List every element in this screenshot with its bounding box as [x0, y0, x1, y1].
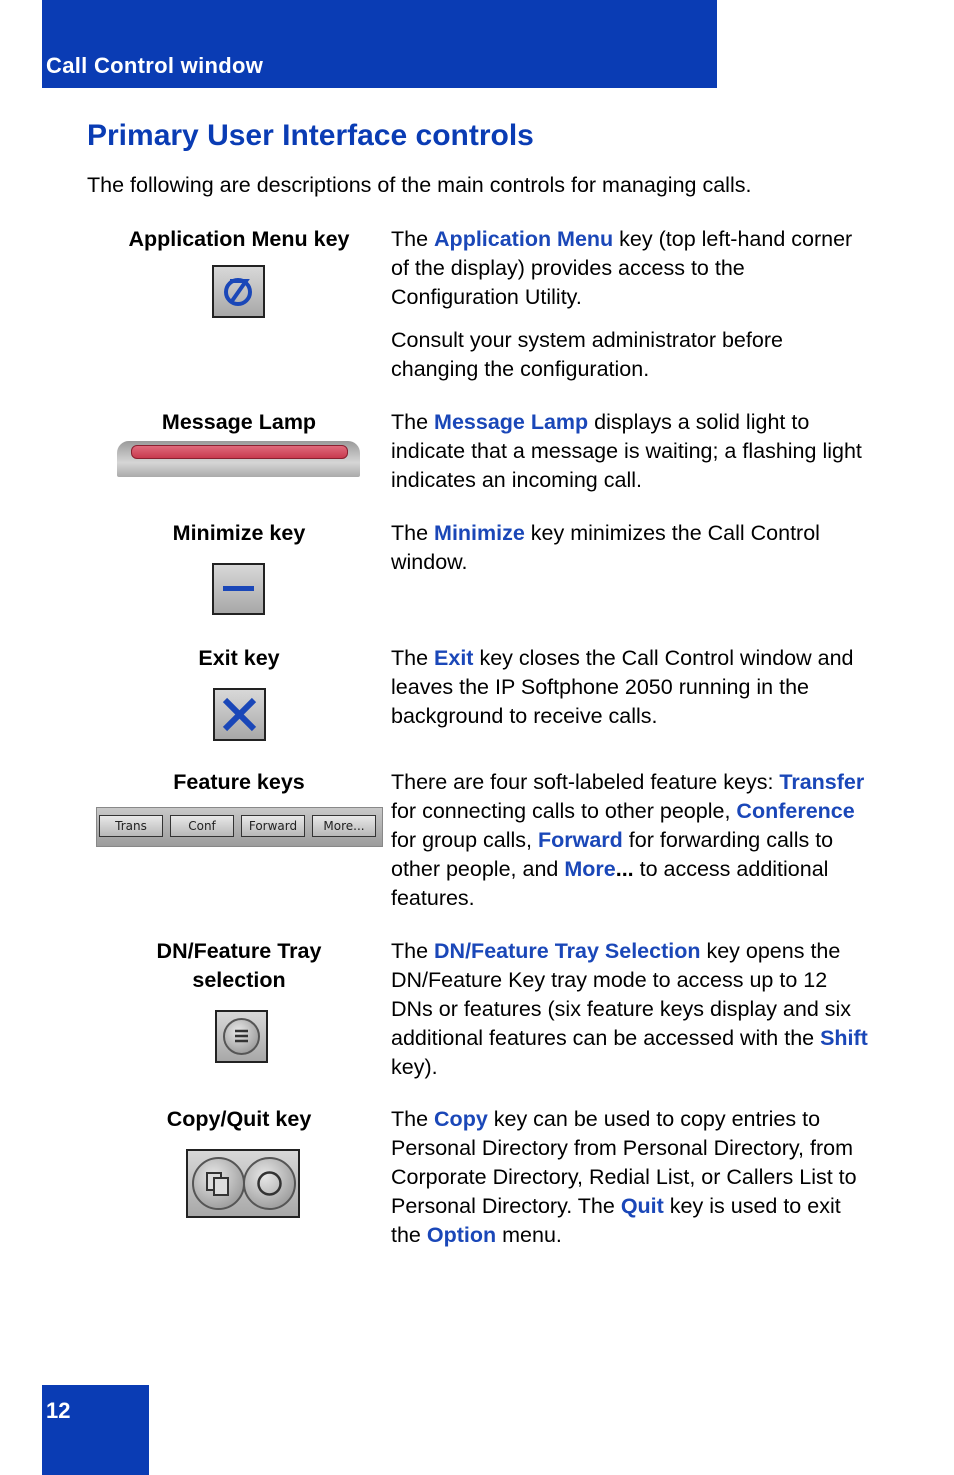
term-minimize: Minimize key — [172, 521, 306, 545]
minimize-icon[interactable] — [212, 563, 265, 615]
term-exit: Exit key — [198, 646, 280, 670]
desc-application-menu: The Application Menu key (top left-hand corner of the display) provides access to the Configuration Utility. Consult your system administrator before changing the configuration. — [391, 227, 853, 381]
desc-feature-keys: There are four soft-labeled feature keys: Transfer for connecting calls to other people, Conference for group calls, Forward for forwarding calls to other people, and More... to access additional features. — [391, 770, 865, 910]
term-feature-keys: Feature keys — [173, 770, 305, 794]
term-message-lamp: Message Lamp — [161, 410, 317, 434]
feature-key-more[interactable]: More... — [312, 815, 376, 837]
desc-exit: The Exit key closes the Call Control window and leaves the IP Softphone 2050 running in the background to receive calls. — [391, 646, 854, 728]
feature-key-trans[interactable]: Trans — [99, 815, 163, 837]
quit-icon[interactable] — [243, 1157, 296, 1210]
page-number: 12 — [46, 1398, 71, 1423]
message-lamp — [117, 441, 360, 477]
tray-icon[interactable] — [215, 1010, 268, 1063]
application-menu-icon[interactable] — [212, 265, 265, 318]
desc-copy-quit: The Copy key can be used to copy entries to Personal Directory from Personal Directory, from Corporate Directory, Redial List, or Callers List to Personal Directory. The Quit key is used to exit the Option menu. — [391, 1107, 857, 1247]
copy-icon[interactable] — [192, 1157, 245, 1210]
feature-key-forward[interactable]: Forward — [241, 815, 305, 837]
desc-message-lamp: The Message Lamp displays a solid light to indicate that a message is waiting; a flashing light indicates an incoming call. — [391, 410, 862, 492]
desc-dn-feature-tray: The DN/Feature Tray Selection key opens the DN/Feature Key tray mode to access up to 12 DNs or features (six feature keys display and six additional features can be accessed with the Shift key). — [391, 939, 868, 1079]
term-copy-quit: Copy/Quit key — [166, 1107, 312, 1131]
page-title: Primary User Interface controls — [87, 119, 534, 152]
feature-key-conf[interactable]: Conf — [170, 815, 234, 837]
term-application-menu: Application Menu key — [128, 227, 350, 251]
message-lamp-light — [131, 445, 348, 459]
close-x-icon[interactable] — [213, 688, 266, 741]
desc-minimize: The Minimize key minimizes the Call Control window. — [391, 521, 820, 574]
intro-text: The following are descriptions of the main controls for managing calls. — [87, 173, 752, 197]
feature-keys-bar — [96, 807, 383, 847]
term-dn-feature-tray: DN/Feature Tray selection — [156, 939, 322, 992]
header-title: Call Control window — [46, 53, 264, 78]
tray-button-circle — [223, 1018, 260, 1055]
copy-quit-keys — [186, 1149, 300, 1218]
